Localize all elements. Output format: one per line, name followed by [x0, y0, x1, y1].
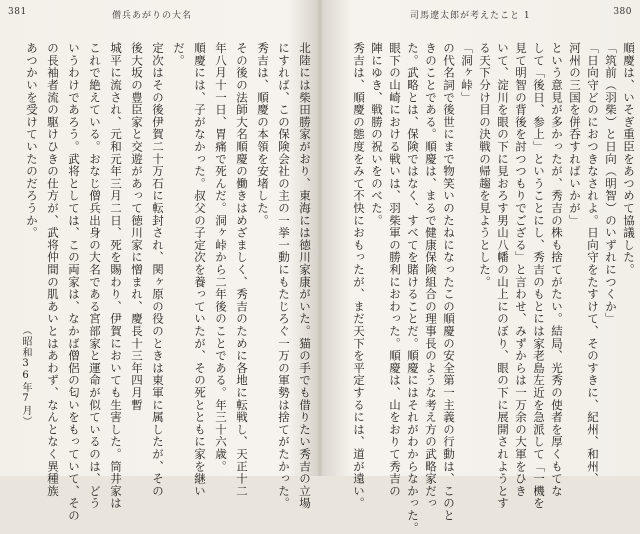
left-text-column: 年八月十一日、胃痛で死んだ。洞ヶ峠から二年後のことである。年三十六歳。: [214, 42, 228, 473]
left-text-column: の長袖者流の駆けひきの仕方が、武将仲間の肌あいとはあわず、なんとなく異種族: [46, 42, 60, 498]
right-text-column: る天下分け目の決戦の帰趨を見ようとした。: [478, 42, 492, 288]
right-text-column: きのことである。順慶は、まるで健康保険組合の理事長のような考え方の武略家だっ: [424, 42, 438, 510]
left-page: [0, 0, 318, 522]
right-text-column: 眼下の山崎における戦いは、羽柴軍の勝利におわった。順慶は、山をおりて秀吉の: [388, 42, 402, 498]
left-page-number: 381: [8, 7, 27, 17]
right-running-header: 司馬遼太郎が考えたこと 1: [410, 11, 531, 21]
left-text-column: 北陸には柴田勝家がおり、東海には徳川家康がいた。猫の手でも借りたい秀吉の立場: [298, 42, 312, 510]
right-text-column: 順慶は、いそぎ重臣をあつめて協議した。: [622, 42, 636, 276]
right-text-column: 「洞ヶ峠」: [460, 42, 474, 104]
left-text-column: あつかいを受けていたのだろうか。: [25, 42, 39, 239]
date-note: （昭和36年7月）: [20, 325, 31, 427]
right-text-column: いて、淀川を眼の下に見おろす男山八幡の山上にのぼり、眼の下に展開されようとす: [496, 42, 510, 510]
left-text-column: これで絶えている。おなじ僧兵出身の大名である宮部家と運命が似ているのは、どう: [88, 42, 102, 510]
right-text-column: 「筑前（羽柴）と日向（明智）のいずれにつくか」: [604, 42, 618, 325]
left-text-column: 城平に流され、元和元年三月二日、死を賜わり、伊賀においても生害した。筒井家は: [109, 42, 123, 510]
right-page-number: 380: [613, 7, 632, 17]
left-text-column: 定次はその後伊賀二十万石に転封され、関ヶ原の役のときは東軍に属したが、その: [151, 42, 165, 498]
right-page: [322, 0, 640, 534]
right-text-column: という意見が多かったが、秀吉の株も捨てがたい。結局、光秀の使者を厚くもてな: [550, 42, 564, 498]
right-text-column: 「日向守どのにおつきなされよ。日向守をたすけて、そのすきに、紀州、和州、: [586, 42, 600, 485]
right-text-column: 河州の三国を併呑すればいかが」: [568, 42, 582, 227]
left-text-column: 秀吉は、順慶の本領を安堵した。: [256, 42, 270, 227]
right-text-column: 陣にゆき、戦勝の祝いをのべた。: [370, 42, 384, 227]
right-text-column: た。武略とは、保険ではなく、すべてを賭けることだ。順慶にはそれがわからなかった。: [406, 42, 420, 534]
right-text-column: 見て明智の背後を討つつもりでござる」と言わせ、みずからは一万余の大軍をひき: [514, 42, 528, 498]
left-text-column: にすれば、この保険会社の主の一挙一動にもたじろぐ一万の軍勢は捨てがたかった。: [277, 42, 291, 510]
left-text-column: 順慶には、子がなかった。叔父の子定次を養っていたが、その死とともに家を継い: [193, 42, 207, 498]
right-text-column: して「後日、参上」ということにし、秀吉のもとには家老島左近を急派して「一機を: [532, 42, 546, 510]
right-text-column: 秀吉は、順慶の態度をみて不快におもったが、まだ天下を平定するには、道が遠い。: [352, 42, 366, 510]
left-text-column: 後大坂の豊臣家と交遊があって徳川家に憎まれ、慶長十三年四月暫: [130, 42, 144, 411]
left-text-column: いうわけであろう。武将としては、この両家は、なかば僧侶の匂いをもっていて、その: [67, 42, 81, 522]
left-text-column: その後の法師大名順慶の働きはめざましく、秀吉のために各地に転戦し、天正十二: [235, 42, 249, 498]
left-running-header: 僧兵あがりの大名: [112, 11, 193, 21]
left-text-column: だ。: [172, 42, 186, 67]
right-text-column: の代名詞で後世にまで物笑いのたねになったこの順慶の安全第一主義の行動は、このと: [442, 42, 456, 522]
